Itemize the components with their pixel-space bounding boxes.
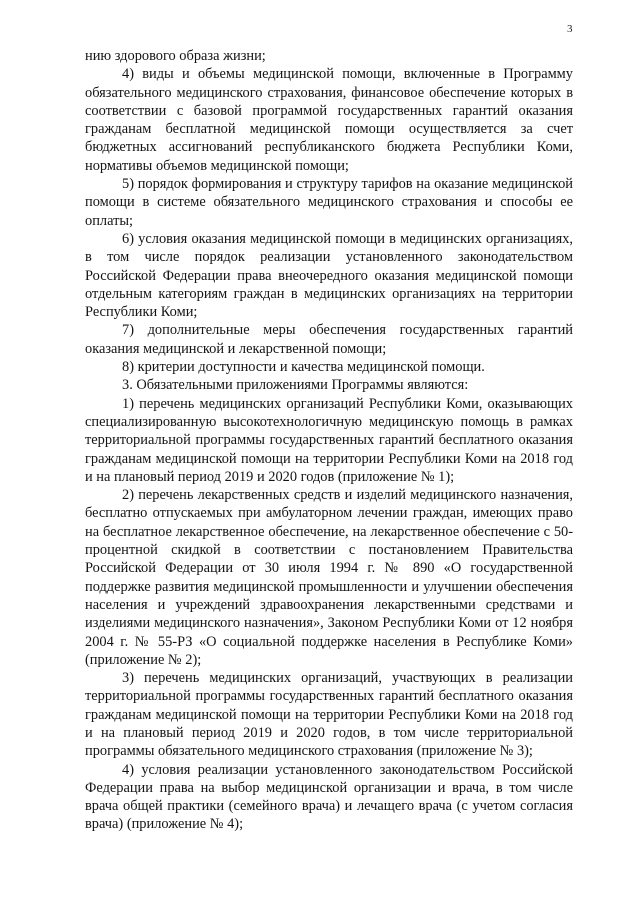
paragraph-item-5-tariffs: 5) порядок формирования и структуру тарифов на оказание медицинской помощи в системе обязательного медицинского страхования и способы ее оплаты; [85, 176, 573, 229]
document-body [85, 47, 573, 834]
paragraph-continuation: нию здорового образа жизни; [85, 48, 266, 64]
paragraph-appendix-4: 4) условия реализации установленного законодательством Российской Федерации права на выбор медицинской организации и врача, в том числе врача общей практики (семейного врача) и лечащего врача (с учетом согласия врача) (приложение № 4); [85, 761, 573, 833]
paragraph-item-6-conditions: 6) условия оказания медицинской помощи в медицинских организациях, в том числе порядок реализации установленного законодательством Российской Федерации права внеочередного оказания медицинской помощи отдельным категориям граждан в медицинских организациях на территории Республики Коми; [85, 230, 573, 321]
paragraph-appendix-3: 3) перечень медицинских организаций, участвующих в реализации территориальной программы государственных гарантий бесплатного оказания гражданам медицинской помощи на территории Республики Коми на 2018 год и на плановый период 2019 и 2020 годов, в том числе территориальной программы обязательного медицинского страхования (приложение № 3); [85, 670, 573, 760]
paragraph-item-4-program-scope: 4) виды и объемы медицинской помощи, включенные в Программу обязательного медицинского страхования, финансовое обеспечение которых в соответствии с базовой программой государственных гарантий оказания гражданам бесплатной медицинской помощи осуществляется за счет бюджетных ассигнований республиканского бюджета Республики Коми, нормативы объемов медицинской помощи; [85, 66, 573, 174]
paragraph-item-8-criteria: 8) критерии доступности и качества медицинской помощи. [122, 359, 485, 376]
paragraph-appendix-2: 2) перечень лекарственных средств и изделий медицинского назначения, бесплатно отпускаемых при амбулаторном лечении граждан, имеющих право на бесплатное лекарственное обеспечение, на лекарственное обеспечение с 50-процентной скидкой в соответствии с постановлением Правительства Российской Федерации от 30 июля 1994 г. № 890 «О государственной поддержке развития медицинской промышленности и улучшении обеспечения населения и учреждений здравоохранения лекарственными средствами и изделиями медицинского назначения», Законом Республики Коми от 12 ноября 2004 г. № 55-РЗ «О социальной поддержке населения в Республике Коми» (приложение № 2); [85, 487, 573, 668]
paragraph-section-3-appendices: 3. Обязательными приложениями Программы являются: [122, 377, 469, 394]
paragraph-appendix-1: 1) перечень медицинских организаций Республики Коми, оказывающих специализированную высокотехнологичную медицинскую помощь в рамках территориальной программы государственных гарантий бесплатного оказания гражданам медицинской помощи на территории Республики Коми на 2018 год и на плановый период 2019 и 2020 годов (приложение № 1); [85, 395, 573, 485]
paragraph-item-7-additional-measures: 7) дополнительные меры обеспечения государственных гарантий оказания медицинской и лекарственной помощи; [85, 322, 573, 357]
page-number: 3 [567, 23, 573, 35]
